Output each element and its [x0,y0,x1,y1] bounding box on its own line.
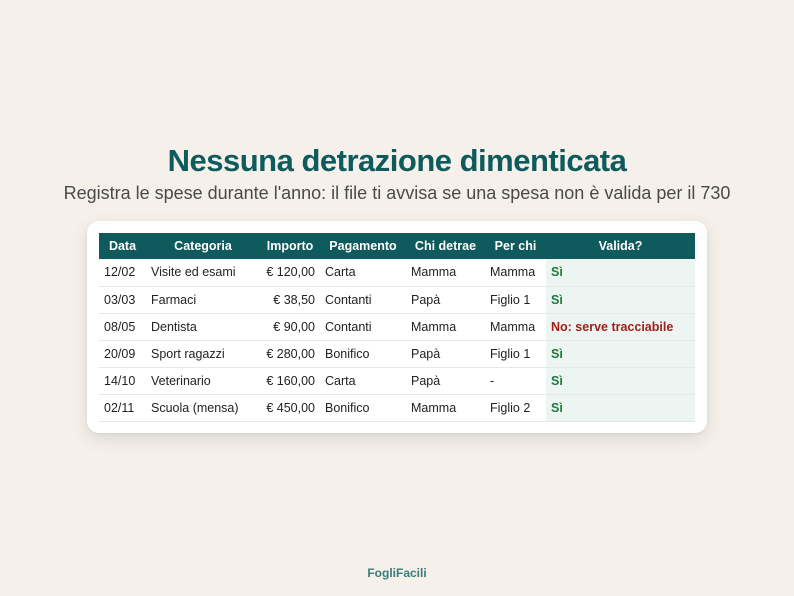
cell-deductor[interactable]: Papà [406,286,485,313]
expense-table [99,233,695,422]
cell-validity[interactable]: Sì [546,394,695,421]
cell-payment[interactable]: Bonifico [320,340,406,367]
cell-payment[interactable]: Bonifico [320,394,406,421]
brand-footer: FogliFacili [367,566,427,580]
cell-date[interactable]: 08/05 [99,313,146,340]
cell-category[interactable]: Farmaci [146,286,260,313]
cell-amount[interactable]: € 160,00 [260,367,320,394]
column-header-pagamento[interactable]: Pagamento [320,233,406,259]
cell-category[interactable]: Veterinario [146,367,260,394]
cell-validity[interactable]: Sì [546,259,695,286]
cell-amount[interactable]: € 280,00 [260,340,320,367]
expense-table-card [87,221,707,433]
cell-amount[interactable]: € 120,00 [260,259,320,286]
cell-payment[interactable]: Contanti [320,313,406,340]
table-row [99,259,695,286]
cell-date[interactable]: 03/03 [99,286,146,313]
cell-amount[interactable]: € 90,00 [260,313,320,340]
table-header-row [99,233,695,259]
column-header-data[interactable]: Data [99,233,146,259]
cell-validity[interactable]: Sì [546,286,695,313]
cell-beneficiary[interactable]: Figlio 1 [485,340,546,367]
cell-beneficiary[interactable]: Mamma [485,259,546,286]
cell-amount[interactable]: € 450,00 [260,394,320,421]
cell-validity[interactable]: No: serve tracciabile [546,313,695,340]
cell-beneficiary[interactable]: Figlio 1 [485,286,546,313]
page-title: Nessuna detrazione dimenticata [167,143,627,178]
table-row [99,313,695,340]
cell-category[interactable]: Dentista [146,313,260,340]
cell-payment[interactable]: Contanti [320,286,406,313]
cell-deductor[interactable]: Papà [406,340,485,367]
cell-date[interactable]: 12/02 [99,259,146,286]
cell-beneficiary[interactable]: Figlio 2 [485,394,546,421]
cell-deductor[interactable]: Mamma [406,259,485,286]
cell-validity[interactable]: Sì [546,367,695,394]
cell-deductor[interactable]: Papà [406,367,485,394]
page-subtitle: Registra le spese durante l'anno: il file ti avvisa se una spesa non è valida per il 730 [63,183,731,203]
cell-payment[interactable]: Carta [320,259,406,286]
cell-category[interactable]: Sport ragazzi [146,340,260,367]
table-row [99,340,695,367]
cell-category[interactable]: Visite ed esami [146,259,260,286]
cell-validity[interactable]: Sì [546,340,695,367]
cell-payment[interactable]: Carta [320,367,406,394]
table-row [99,367,695,394]
cell-deductor[interactable]: Mamma [406,394,485,421]
cell-date[interactable]: 02/11 [99,394,146,421]
cell-amount[interactable]: € 38,50 [260,286,320,313]
cell-beneficiary[interactable]: Mamma [485,313,546,340]
table-row [99,286,695,313]
cell-category[interactable]: Scuola (mensa) [146,394,260,421]
cell-date[interactable]: 14/10 [99,367,146,394]
column-header-chi-detrae[interactable]: Chi detrae [406,233,485,259]
column-header-importo[interactable]: Importo [260,233,320,259]
cell-deductor[interactable]: Mamma [406,313,485,340]
column-header-per-chi[interactable]: Per chi [485,233,546,259]
cell-date[interactable]: 20/09 [99,340,146,367]
column-header-valida[interactable]: Valida? [546,233,695,259]
column-header-categoria[interactable]: Categoria [146,233,260,259]
table-row [99,394,695,421]
cell-beneficiary[interactable]: - [485,367,546,394]
